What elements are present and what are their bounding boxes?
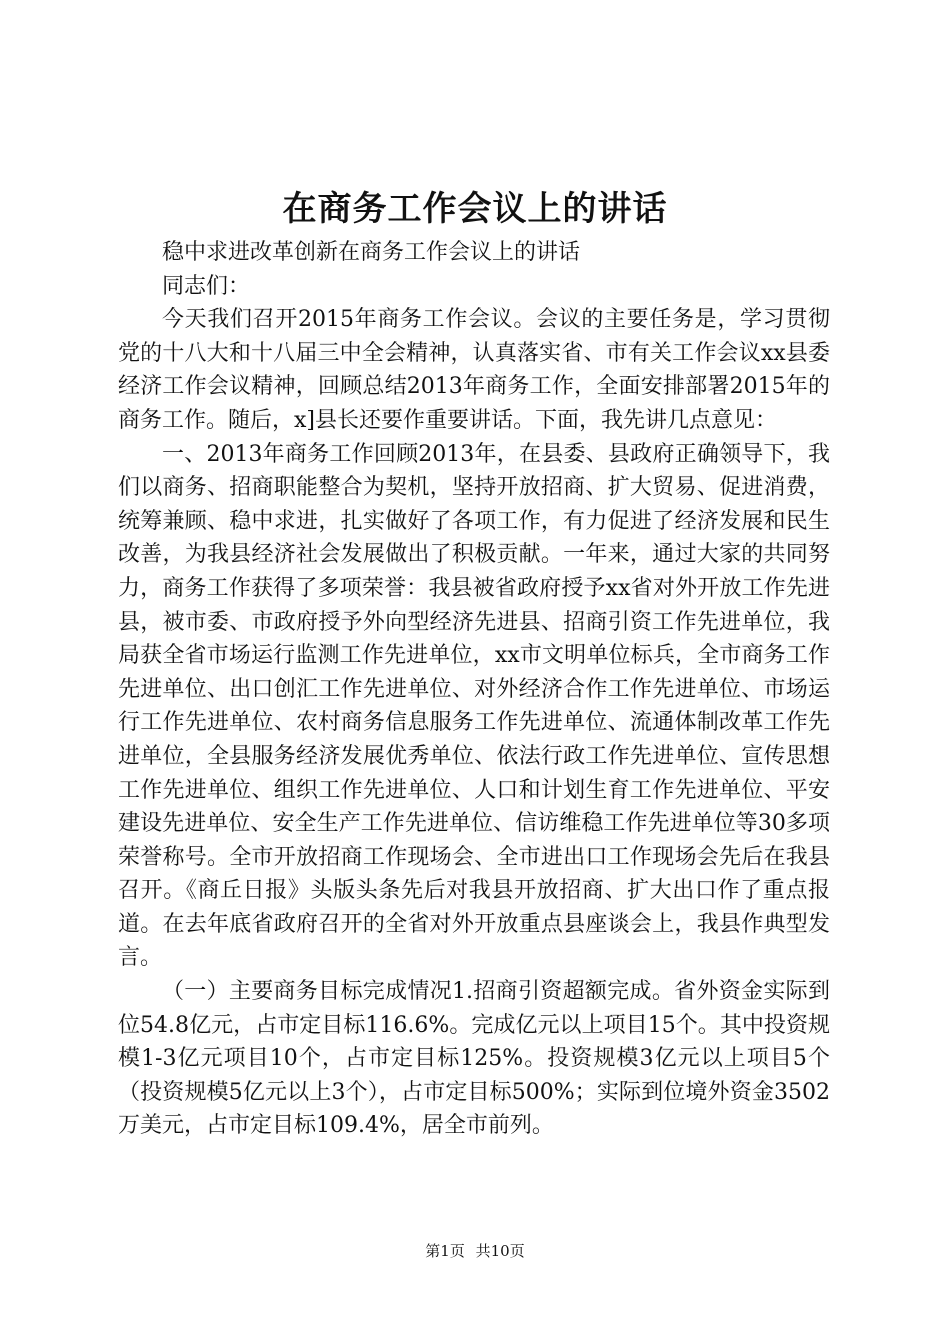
- review-paragraph: 一、2013年商务工作回顾2013年，在县委、县政府正确领导下，我们以商务、招商职能整合为契机，坚持开放招商、扩大贸易、促进消费，统筹兼顾、稳中求进，扎实做好了各项工作，有力促进了经济发展和民生改善，为我县经济社会发展做出了积极贡献。一年来，通过大家的共同努力，商务工作获得了多项荣誉：我县被省政府授予xx省对外开放工作先进县，被市委、市政府授予外向型经济先进县、招商引资工作先进单位，我局获全省市场运行监测工作先进单位，xx市文明单位标兵，全市商务工作先进单位、出口创汇工作先进单位、对外经济合作工作先进单位、市场运行工作先进单位、农村商务信息服务工作先进单位、流通体制改革工作先进单位，全县服务经济发展优秀单位、依法行政工作先进单位、宣传思想工作先进单位、组织工作先进单位、人口和计划生育工作先进单位、平安建设先进单位、安全生产工作先进单位、信访维稳工作先进单位等30多项荣誉称号。全市开放招商工作现场会、全市进出口工作现场会先后在我县召开。《商丘日报》头版头条先后对我县开放招商、扩大出口作了重点报道。在去年底省政府召开的全省对外开放重点县座谈会上，我县作典型发言。: [118, 441, 830, 971]
- subtitle-paragraph: 稳中求进改革创新在商务工作会议上的讲话: [162, 240, 581, 265]
- page-total: 共10页: [475, 1242, 525, 1260]
- document-title: 在商务工作会议上的讲话: [282, 189, 668, 229]
- salutation-paragraph: 同志们：: [162, 273, 251, 299]
- targets-paragraph: （一）主要商务目标完成情况1.招商引资超额完成。省外资金实际到位54.8亿元，占市定目标116.6%。完成亿元以上项目15个。其中投资规模1-3亿元项目10个，占市定目标125%。投资规模3亿元以上项目5个（投资规模5亿元以上3个），占市定目标500%；实际到位境外资金3502万美元，占市定目标109.4%，居全市前列。: [118, 979, 830, 1139]
- intro-paragraph: 今天我们召开2015年商务工作会议。会议的主要任务是，学习贯彻党的十八大和十八届三中全会精神，认真落实省、市有关工作会议xx县委经济工作会议精神，回顾总结2013年商务工作，全面安排部署2015年的商务工作。随后，x]县长还要作重要讲话。下面，我先讲几点意见：: [118, 307, 830, 433]
- page-number: 第1页: [425, 1242, 465, 1260]
- page-footer: [0, 1241, 950, 1261]
- document-body: [118, 236, 830, 1143]
